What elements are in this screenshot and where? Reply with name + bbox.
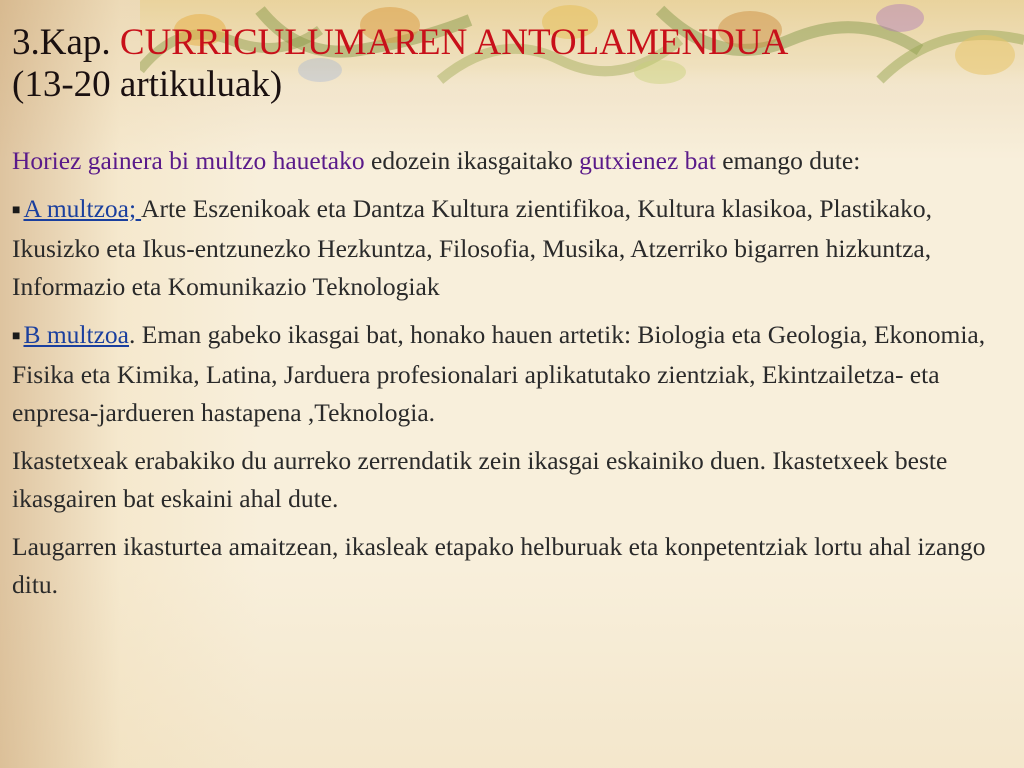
fourth-year-paragraph: Laugarren ikasturtea amaitzean, ikasleak etapako helburuak eta konpetentziak lortu ahal izango ditu. bbox=[12, 532, 986, 599]
group-a-text: Arte Eszenikoak eta Dantza Kultura zientifikoa, Kultura klasikoa, Plastikako, Ikusizko eta Ikus-entzunezko Hezkuntza, Filosofia, Musika, Atzerriko bigarren hizkuntza, Informazio eta Komunikazio Teknologiak bbox=[12, 194, 932, 301]
intro-text-5: emango dute: bbox=[715, 146, 861, 175]
group-b-text: . Eman gabeko ikasgai bat, honako hauen artetik: Biologia eta Geologia, Ekonomia, Fisika eta Kimika, Latina, Jarduera profesionalari aplikatutako zientziak, Ekintzailetza- eta enpresa-jardueren hastapena ,Teknologia. bbox=[12, 320, 986, 427]
intro-paragraph bbox=[12, 142, 1012, 180]
title-chapter: 3.Kap. bbox=[12, 22, 120, 63]
school-offer-paragraph: Ikastetxeak erabakiko du aurreko zerrendatik zein ikasgai eskainiko duen. Ikastetxeek beste ikasgairen bat eskaini ahal dute. bbox=[12, 446, 948, 513]
intro-text-4: gutxienez bat bbox=[579, 146, 716, 175]
intro-text-2: multzo hauetako bbox=[195, 146, 365, 175]
title-articles: (13-20 artikuluak) bbox=[12, 64, 283, 105]
title-accent: CURRICULUMAREN ANTOLAMENDUA bbox=[119, 22, 789, 63]
bullet-group-a bbox=[12, 190, 1012, 306]
group-b-link[interactable]: B multzoa bbox=[23, 320, 129, 349]
bullet-group-b bbox=[12, 316, 1012, 432]
slide-body bbox=[12, 142, 1012, 614]
intro-text-3: edozein ikasgaitako bbox=[364, 146, 580, 175]
square-bullet-icon: ■ bbox=[12, 203, 21, 218]
slide-title bbox=[12, 22, 1002, 106]
intro-text-1: Horiez gainera bi bbox=[12, 146, 196, 175]
group-a-link[interactable]: A multzoa; bbox=[23, 194, 142, 223]
square-bullet-icon: ■ bbox=[12, 329, 21, 344]
